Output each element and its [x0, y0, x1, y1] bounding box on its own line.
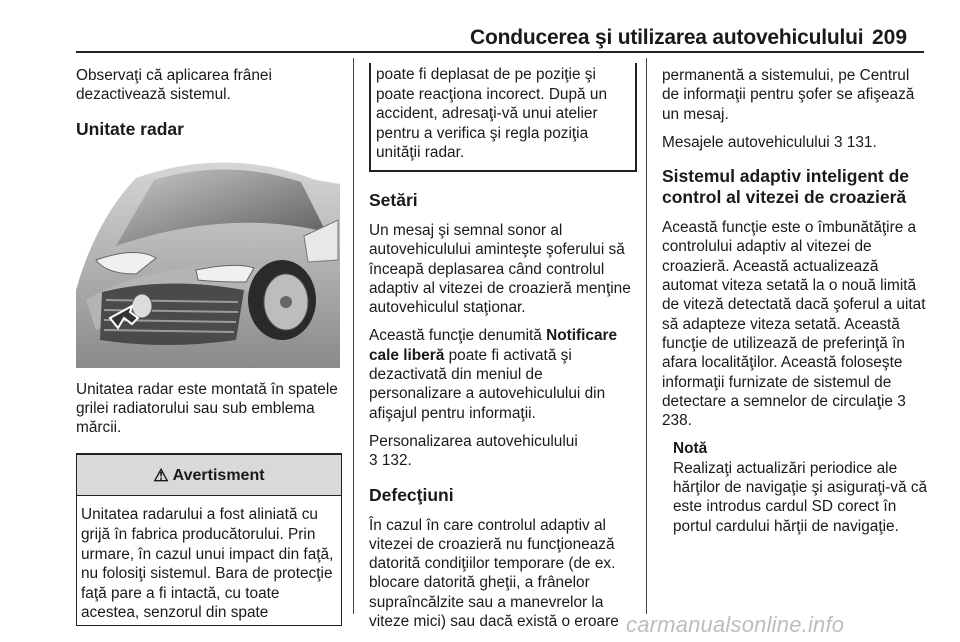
column-divider — [646, 58, 647, 614]
faults-paragraph: În cazul în care controlul adaptiv al vitezei de croazieră nu funcţionează datorită condiţiilor temporare (de ex. blocare datorită gheţii, a frânelor supraîncălzite sau a manevrelor la viteze mici) sau dacă există o eroare — [369, 516, 619, 631]
settings-paragraph-3 — [369, 432, 635, 471]
vehicle-messages-reference: Mesajele autovehiculului 3 131. — [662, 133, 877, 151]
warning-box — [76, 453, 342, 626]
intelligent-acc-paragraph: Această funcţie este o îmbunătăţire a controlului adaptiv al vitezei de croazieră. Această actualizează automat viteza setată la o nouă limită de viteză detectată dacă şoferul a uitat să adapteze viteza setată. Această funcţie de utilizează de preferinţă în afara localităţilor. Această foloseşte informaţii furnizate de sistemul de detectare a semnelor de circulaţie 3 238. — [662, 219, 926, 430]
radar-description: Unitatea radar este montată în spatele grilei radiatorului sau sub emblema mărcii. — [76, 380, 338, 437]
intro-paragraph: Observaţi că aplicarea frânei dezactivează sistemul. — [76, 67, 272, 104]
watermark: carmanualsonline.info — [626, 612, 845, 637]
radar-unit-illustration — [76, 150, 340, 368]
settings-text-post: poate fi activată şi dezactivată din meniul de personalizare a autovehiculului din afişajul pentru informaţii. — [369, 346, 606, 422]
warning-text: Unitatea radarului a fost aliniată cu grijă în fabrica producătorului. Prin urmare, în cazul unui impact din faţă, nu folosiţi sistemul. Bara de protecţie faţă pare a fi intactă, cu toate acestea, senzorul din spate — [81, 506, 334, 622]
settings-heading: Setări — [369, 189, 418, 210]
warning-header — [77, 455, 341, 496]
faults-heading: Defecţiuni — [369, 484, 454, 505]
warning-triangle-icon: ⚠ — [153, 465, 169, 485]
column-divider — [353, 58, 354, 614]
column-middle — [369, 66, 635, 640]
settings-paragraph-1: Un mesaj şi semnal sonor al autovehiculului aminteşte şoferului să înceapă deplasarea când controlul adaptiv al vitezei de croazieră menţine autovehiculul staţionar. — [369, 221, 631, 317]
warning-box-continued: poate fi deplasat de pe poziţie şi poate reacţiona incorect. După un accident, adresaţi-vă unui atelier pentru a verifica şi regla poziţia unităţii radar. — [369, 63, 637, 172]
settings-text-pre: Această funcţie denumită — [369, 327, 547, 345]
page-number: 209 — [872, 26, 908, 49]
header-rule — [76, 51, 924, 53]
column-left — [76, 66, 342, 626]
note-block — [662, 439, 928, 535]
note-text: Realizaţi actualizări periodice ale hărţilor de navigaţie şi asiguraţi-vă că este introdus cardul SD corect în portul cardului hărţii de navigaţie. — [673, 459, 928, 535]
vehicle-personalization-label: Personalizarea autovehiculului — [369, 432, 578, 450]
settings-paragraph-2 — [369, 326, 635, 422]
intelligent-acc-heading: Sistemul adaptiv inteligent de control al vitezei de croazieră — [662, 166, 909, 208]
note-title: Notă — [673, 440, 708, 458]
radar-heading: Unitate radar — [76, 118, 184, 139]
page-header-title: Conducerea şi utilizarea autovehiculului — [470, 26, 864, 49]
warning-title: Avertisment — [172, 466, 265, 484]
column-right — [662, 66, 928, 536]
page-reference: 3 132. — [369, 452, 412, 470]
faults-continued: permanentă a sistemului, pe Centrul de informaţii pentru şofer se afişează un mesaj. — [662, 67, 915, 123]
feature-name-bold: Notificare cale liberă — [369, 327, 618, 364]
